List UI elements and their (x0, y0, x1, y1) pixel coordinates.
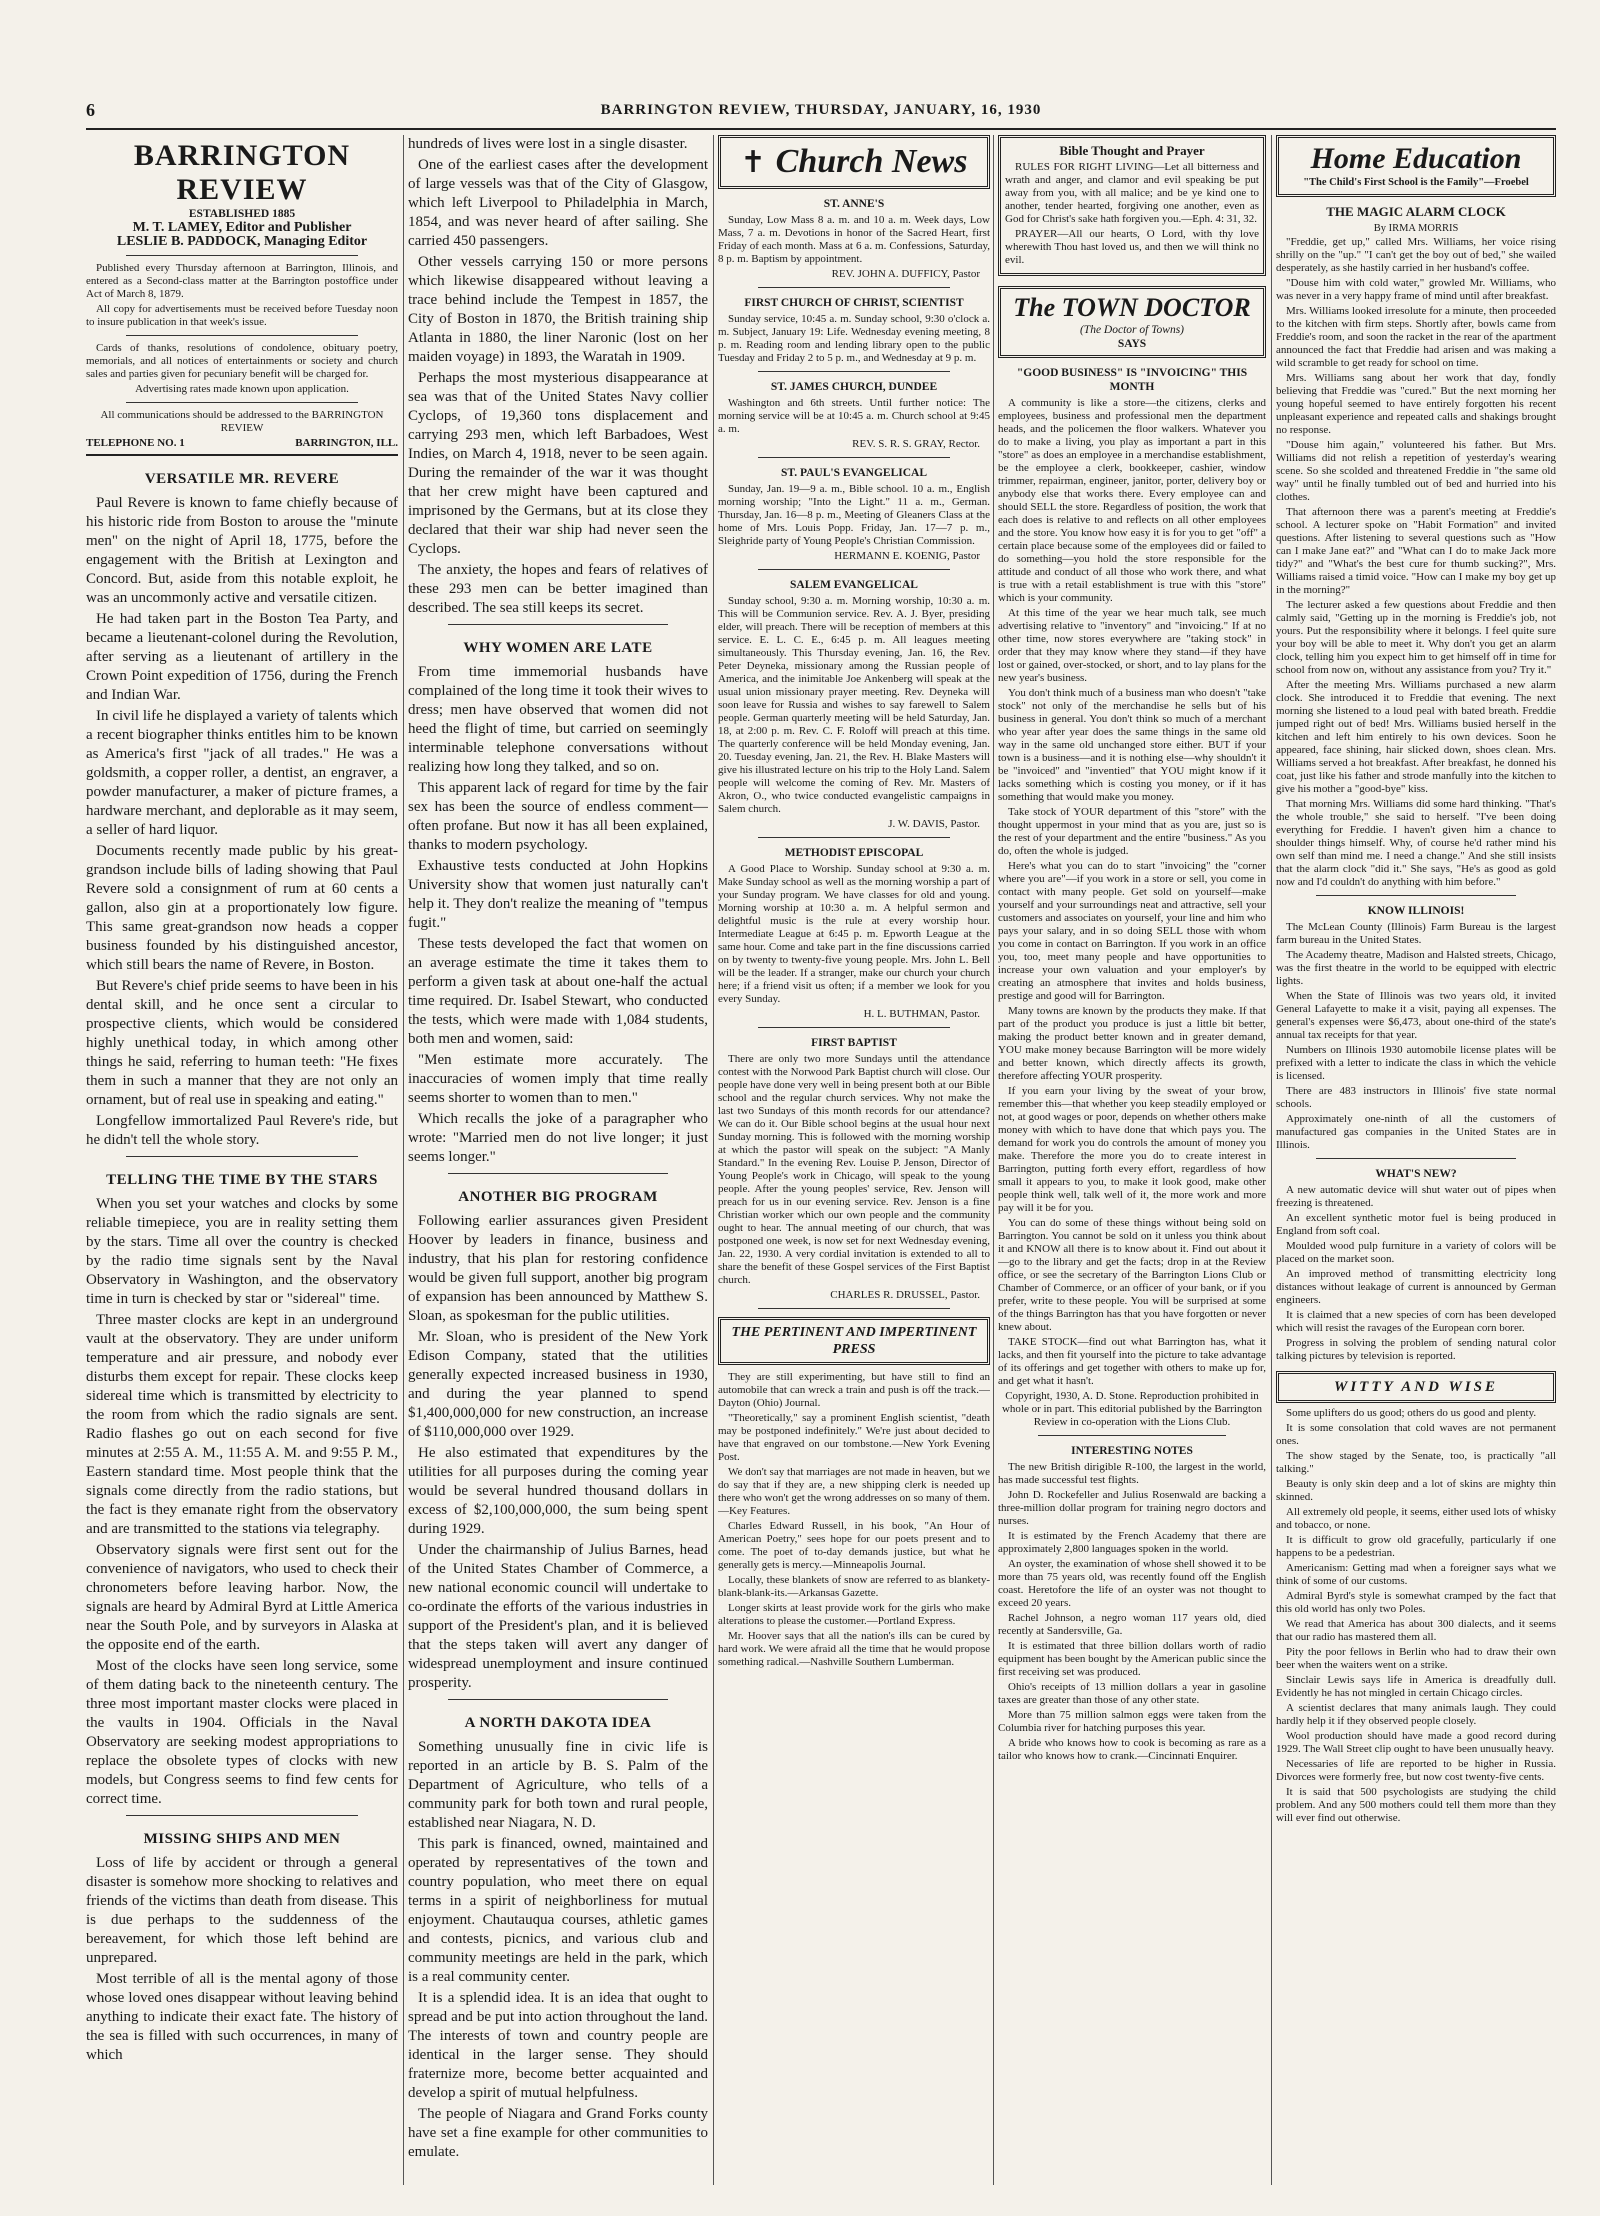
church-news-title: Church News (775, 143, 968, 180)
paragraph: It is estimated that three billion dollars worth of radio equipment has been bought by the American public since the first receiving set was produced. (998, 1640, 1266, 1678)
paragraph: Following earlier assurances given President Hoover by leaders in finance, business and industry, that his plan for restoring confidence would be given full support, another big program of expansion has been announced by Matthew S. Sloan, as spokesman for the public utilities. (408, 1213, 708, 1324)
column-rule (403, 135, 404, 2185)
divider (758, 457, 950, 458)
paragraph: If you earn your living by the sweat of your brow, remember this—that whether you keep steadily employed or not, at good wages or poor, depends on whether others make money with which to have done that which pays you. The demand for work you do controls the amount of money you make. Therefore the more you do to create interest in Barrington, putting forth every effort, regardless of how small it appears to you, to make it look good, make other people think well, talk well of it, the more work and more pay will it be for you. (998, 1085, 1266, 1214)
paragraph: Most of the clocks have seen long service, some of them dating back to the nineteenth century. The three most important master clocks were placed in the vaults in 1904. Officials in the Naval Observatory are seeking modest appropriations to replace the obsolete types of clocks with new models, but Congress seems to find few cents for correct time. (86, 1658, 398, 1807)
paragraph: Ohio's receipts of 13 million dollars a year in gasoline taxes are greater than those of any other state. (998, 1681, 1266, 1706)
paragraph: Progress in solving the problem of sending natural color talking pictures by television is reported. (1276, 1337, 1556, 1362)
paragraph: A community is like a store—the citizens, clerks and employees, business and professional men the department heads, and the policemen the floor walkers. Whatever you do to make a living, you play as important a part in this "store" as does an employee in a merchandise establishment, be the employee a clerk, bookkeeper, cashier, window trimmer, repairman, engineer, janitor, porter, delivery boy or anybody else that works there. Every employee can and should SELL the store. Regardless of position, the work that each does is relative to and reflects on all other employees and the store. You know how easy it is for you to get "off" a certain place because some of the employees did or failed to do something—you hold the store responsible for the attitude and conduct of all those who work there, and what is true with a retail establishment is true with this "store" which is your community. (998, 397, 1266, 604)
column-5 (1276, 135, 1556, 1827)
church-name: FIRST BAPTIST (811, 1037, 897, 1049)
paragraph: An oyster, the examination of whose shell showed it to be more than 75 years old, was recently found off the English coast. Heretofore the life of an oyster was not thought to exceed 20 years. (998, 1558, 1266, 1609)
paragraph: Mr. Hoover says that all the nation's ills can be cured by hard work. We were afraid all the time that he would propose something radical.—Nashville Southern Lumberman. (718, 1630, 990, 1668)
church-listings (718, 197, 990, 1309)
paragraph: Necessaries of life are reported to be higher in Russia. Divorces were formerly free, but now cost twenty-five cents. (1276, 1758, 1556, 1783)
church-entry (718, 197, 990, 288)
paragraph: Perhaps the most mysterious disappearance at sea was that of the United States Navy collier Cyclops, of 19,360 tons displacement and carrying 293 men, which left Barbadoes, West Indies, on March 4, 1918, never to be seen again. During the remainder of the war it was thought that her crew might have been captured and imprisoned by the Germans, but at its close they declared that their war ship had never seen the Cyclops. (408, 370, 708, 557)
divider (126, 335, 358, 336)
paragraph: Longfellow immortalized Paul Revere's ride, but he didn't tell the whole story. (86, 1113, 398, 1148)
home-education-title: Home Education (1310, 142, 1522, 175)
paragraph: There are 483 instructors in Illinois' five state normal schools. (1276, 1085, 1556, 1110)
paragraph: Admiral Byrd's style is somewhat cramped by the fact that this old world has only two Poles. (1276, 1590, 1556, 1615)
paragraph: Three master clocks are kept in an underground vault at the observatory. They are under uniform temperature and air pressure, and nobody ever disturbs them except for repair. These clocks keep sidereal time which is transmitted by electricity to the room from which the radio signals are sent. Radio flashes go out on each second for five minutes at 2:55 A. M., 11:55 A. M. and 9:55 P. M., Eastern standard time. Most people think that the signals come directly from the radio stations, but the fact is they emanate right from the observatory and are transmitted to the stations via telegraphy. (86, 1312, 398, 1537)
church-entry (718, 578, 990, 838)
paragraph: It is some consolation that cold waves are not permanent ones. (1276, 1422, 1556, 1447)
paragraph: Mr. Sloan, who is president of the New York Edison Company, stated that the utilities generally expected increased business in 1930, and during the year planned to spend $1,400,000,000 for new construction, an increase of $110,000,000 over 1929. (408, 1329, 708, 1440)
paragraph: They are still experimenting, but have still to find an automobile that can wreck a train and push is off the track.—Dayton (Ohio) Journal. (718, 1371, 990, 1409)
paragraph: This park is financed, owned, maintained and operated by representatives of the town and country population, who meet there on equal terms in a spirit of neighborliness for mutual enjoyment. Chautauqua courses, athletic games and contests, picnics, and various club and community meetings are held in the park, which is a real community center. (408, 1836, 708, 1985)
article-body (1276, 921, 1556, 1152)
witty-banner (1276, 1371, 1556, 1403)
church-name: FIRST CHURCH OF CHRIST, SCIENTIST (744, 297, 964, 309)
church-pastor: CHARLES R. DRUSSEL, Pastor. (830, 1289, 980, 1301)
article-heading: "GOOD BUSINESS" IS "INVOICING" THIS MONTH (1016, 367, 1248, 393)
paragraph: The McLean County (Illinois) Farm Bureau is the largest farm bureau in the United States. (1276, 921, 1556, 946)
divider (126, 1156, 358, 1157)
paragraph: From time immemorial husbands have complained of the long time it took their wives to dress; men have observed that women did not heed the flight of time, but carried on seemingly interminable telephone conversations without realizing how long they talked, and so on. (408, 664, 708, 775)
paragraph: Mrs. Williams sang about her work that day, fondly believing that Freddie was "cured." But the next morning her young hopeful seemed to have entirely forgotten his recent unpleasant experience and repeated calls and shakings brought no response. (1276, 372, 1556, 436)
bible-text: RULES FOR RIGHT LIVING—Let all bitterness and wrath and anger, and clamor and evil speaking be put away from you, with all malice; and be ye kind one to another, tender hearted, forgiving one another, even as God for Christ's sake hath forgiven you.—Eph. 4: 31, 32. (1005, 161, 1259, 225)
divider (1316, 895, 1516, 896)
church-entry (718, 296, 990, 372)
paragraph: This apparent lack of regard for time by the fair sex has been the source of endless comment—often profane. But now it has all been explained, thanks to modern psychology. (408, 780, 708, 853)
paragraph: Most terrible of all is the mental agony of those whose loved ones disappear without leaving behind anything to indicate their exact fate. The history of the sea is filled with such occurrences, in many of which (86, 1971, 398, 2063)
paragraph: An improved method of transmitting electricity long distances without leakage of current is announced by German engineers. (1276, 1268, 1556, 1306)
column-rule (713, 135, 714, 2185)
article-body (408, 1212, 708, 1693)
divider (758, 569, 950, 570)
byline: By IRMA MORRIS (1373, 223, 1459, 234)
masthead-notice: Published every Thursday afternoon at Barrington, Illinois, and entered as a Second-class matter at the Barrington postoffice under Act of March 8, 1879. (86, 262, 398, 300)
paragraph: All extremely old people, it seems, either used lots of whisky and tobacco, or none. (1276, 1506, 1556, 1531)
town-doctor-says: SAYS (1117, 338, 1147, 350)
town-doctor-title: The TOWN DOCTOR (1013, 293, 1251, 322)
paragraph: The show staged by the Senate, too, is practically "all talking." (1276, 1450, 1556, 1475)
cross-icon: ✝ (740, 144, 766, 180)
town-doctor-banner (998, 286, 1266, 358)
paragraph: "Douse him again," volunteered his father. But Mrs. Williams did not relish a repetition of yesterday's wearing scene. So she scolded and threatened Freddie in "the same old way" until he finally tumbled out of bed and hurried into his clothes. (1276, 439, 1556, 503)
church-name: ST. PAUL'S EVANGELICAL (780, 467, 928, 479)
paragraph: One of the earliest cases after the development of large vessels was that of the City of Glasgow, which left Liverpool to Philadelphia in March, 1854, and was never heard of after sailing. She carried 450 passengers. (408, 157, 708, 249)
column-rule (1271, 135, 1272, 2185)
paragraph: Longer skirts at least provide work for the girls who make alterations to please the customer.—Portland Express. (718, 1602, 990, 1627)
paragraph: Approximately one-ninth of all the customers of manufactured gas companies in the United States are in Illinois. (1276, 1113, 1556, 1151)
paragraph: Mrs. Williams looked irresolute for a minute, then proceeded to the kitchen with firm steps. Shortly after, bowls came from Freddie's room, and soon the racket in the rear of the apartment announced the fact that Freddie had arisen and was making a wild scramble to get ready for school on time. (1276, 305, 1556, 369)
article-body (998, 397, 1266, 1429)
church-schedule: Sunday service, 10:45 a. m. Sunday school, 9:30 o'clock a. m. Subject, January 19: Life. Wednesday evening meeting, 8 p. m. Reading room and lending library open to the public Tuesday and Friday 2 to 5 p. m., and Wednesday at 9 p. m. (718, 313, 990, 364)
paragraph: Other vessels carrying 150 or more persons which likewise disappeared without leaving a trace behind include the Tempest in 1857, the City of Boston in 1870, the British training ship Atlanta in 1880, the liner Naronic (lost on her maiden voyage) in 1893, the Waratah in 1909. (408, 254, 708, 365)
paragraph: Many towns are known by the products they make. If that part of the product you produce is just a little bit better, making the product better known and in greater demand, YOU make money because Barrington will be more widely and better known, which directly affects its growth, therefore affecting YOUR prosperity. (998, 1005, 1266, 1082)
masthead-manager: LESLIE B. PADDOCK, Managing Editor (116, 234, 368, 249)
paragraph: John D. Rockefeller and Julius Rosenwald are backing a three-million dollar program for training negro doctors and nurses. (998, 1489, 1266, 1527)
masthead-title: BARRINGTON REVIEW (133, 139, 351, 206)
paragraph: When the State of Illinois was two years old, it invited General Lafayette to make it a visit, paying all expenses. The general's expenses were $6,473, about one-third of the state's annual tax receipts for that year. (1276, 990, 1556, 1041)
paragraph: He also estimated that expenditures by the utilities for all purposes during the coming year would be several hundred thousand dollars in excess of $2,100,000,000, the sum being spent during 1929. (408, 1445, 708, 1537)
article-body (86, 1195, 398, 1809)
paragraph: When you set your watches and clocks by some reliable timepiece, you are in reality setting them by the stars. Time all over the country is checked by the radio time signals sent by the Naval Observatory in Washington, and the observatory time in turn is checked by star or "sidereal" time. (86, 1196, 398, 1307)
divider (758, 1027, 950, 1028)
church-entry (718, 380, 990, 458)
divider (1316, 1158, 1516, 1159)
church-pastor: REV. S. R. S. GRAY, Rector. (852, 438, 980, 450)
paragraph: A bride who knows how to cook is becoming as rare as a tailor who knows how to crank.—Cincinnati Enquirer. (998, 1737, 1266, 1762)
paragraph: Pity the poor fellows in Berlin who had to draw their own beer when the waiters went on a strike. (1276, 1646, 1556, 1671)
telephone: TELEPHONE NO. 1 (86, 437, 185, 449)
article-heading: TELLING THE TIME BY THE STARS (106, 1172, 378, 1188)
paragraph: Charles Edward Russell, in his book, "An Hour of American Poetry," sees hope for our poets present and to come. The poet of to-day demands justice, but what he generally gets is mercy.—Minneapolis Journal. (718, 1520, 990, 1571)
article-heading: INTERESTING NOTES (1071, 1445, 1193, 1457)
paragraph: Here's what you can do to start "invoicing" the "corner where you are"—if you work in a store or sell, you come in contact with many people. Get sold on yourself—make yourself and your surroundings neat and attractive, sell your customers and associates on yourself, your line and him who pays your salary, and in so doing SELL those with whom you come in contact on Barrington. If you work in an office you, too, meet many people and have opportunities to increase your own valuation and your employer's by creating an atmosphere that invites and holds business, prestige and good will for Barrington. (998, 860, 1266, 1002)
church-schedule: A Good Place to Worship. Sunday school at 9:30 a. m. Make Sunday school as well as the morning worship a part of your Sunday program. We have classes for old and young. Morning worship at 10:30 a. m. A helpful sermon and delightful music is the rule at every worship hour. Intermediate League at 6:45 p. m. Epworth League at the same hour. Come and take part in the fine discussions carried on by twenty to twenty-five young people. Mrs. John L. Bell will be the leader. If a stranger, make our church your church here; if a friend visit us often; if a member we look for you every Sunday. (718, 863, 990, 1005)
church-pastor: H. L. BUTHMAN, Pastor. (863, 1008, 980, 1020)
paragraph: Americanism: Getting mad when a foreigner says what we think of some of our customs. (1276, 1562, 1556, 1587)
article-body (998, 1461, 1266, 1763)
paragraph: Locally, these blankets of snow are referred to as blankety-blank-blank-its.—Arkansas Gazette. (718, 1574, 990, 1599)
paragraph: We read that America has about 300 dialects, and it seems that our radio has mastered them all. (1276, 1618, 1556, 1643)
masthead-notice: All copy for advertisements must be received before Tuesday noon to insure publication in that week's issue. (86, 303, 398, 328)
masthead-notice: Advertising rates made known upon application. (135, 383, 349, 395)
home-education-banner (1276, 135, 1556, 197)
paragraph: But Revere's chief pride seems to have been in his dental skill, and he once sent a circular to prospective clients, which would be considered highly unethical today, in which among other things he said, referring to human teeth: "He fixes them in such a manner that they are not only an ornament, but of real use in speaking and eating." (86, 978, 398, 1108)
place: BARRINGTON, ILL. (295, 437, 398, 449)
masthead-contact (86, 437, 398, 450)
column-3 (718, 135, 990, 1671)
article-body (1276, 1184, 1556, 1363)
article-heading: KNOW ILLINOIS! (1367, 905, 1465, 917)
church-name: ST. JAMES CHURCH, DUNDEE (770, 381, 938, 393)
paragraph: Paul Revere is known to fame chiefly because of his historic ride from Boston to arouse the "minute men" on the night of April 18, 1775, before the engagement with the British at Lexington and Concord. But, aside from this notable exploit, he was an uncommonly active and versatile citizen. (86, 495, 398, 606)
church-schedule: Washington and 6th streets. Until further notice: The morning service will be at 10:45 a. m. Church school at 9:45 a. m. (718, 397, 990, 435)
bible-title: Bible Thought and Prayer (1059, 143, 1205, 158)
paragraph: At this time of the year we hear much talk, see much advertising relative to "inventory" and "invoicing." If at no other time, now stores everywhere are "taking stock" in order that they may know where they stand—if they have lost or gained, over-stocked, or short, and to lay plans for the new year's business. (998, 607, 1266, 684)
paragraph: Exhaustive tests conducted at John Hopkins University show that women just naturally can't help it. They don't realize the meaning of "tempus fugit." (408, 858, 708, 931)
article-heading: WHAT'S NEW? (1375, 1168, 1457, 1180)
paragraph: It is difficult to grow old gracefully, particularly if one happens to be a pedestrian. (1276, 1534, 1556, 1559)
church-schedule: Sunday, Jan. 19—9 a. m., Bible school. 10 a. m., English morning worship; "Into the Light." 11 a. m., German. Thursday, Jan. 16—8 p. m., Meeting of Gleaners Class at the home of Mrs. Louis Popp. Friday, Jan. 17—7 p. m., Sleighride party of Young People's Christian Commission. (718, 483, 990, 547)
paragraph: It is claimed that a new species of corn has been developed which will resist the ravages of the European corn borer. (1276, 1309, 1556, 1334)
column-1 (86, 135, 398, 2067)
article-heading: THE MAGIC ALARM CLOCK (1326, 204, 1506, 219)
paragraph: TAKE STOCK—find out what Barrington has, what it lacks, and then fit yourself into the picture to take advantage of its offerings and get together with others to make up for, and get what it hasn't. (998, 1336, 1266, 1387)
article-body (1276, 1407, 1556, 1825)
divider (126, 402, 358, 403)
paragraph: Documents recently made public by his great-grandson include bills of lading showing that Paul Revere sold a consignment of rum at 60 cents a gallon, also gin at a proportionately low figure. This same great-grandson now heads a copper business founded by his distinguished ancestor, which still bears the name of Revere, in Boston. (86, 843, 398, 973)
paragraph: That morning Mrs. Williams did some hard thinking. "That's the whole trouble," she said to herself. "I've been doing everything for Freddie. I haven't given him a chance to shoulder things himself. Why, of course he'd rather mind his own self than mind me. I need a change." And she still insists that the alarm clock "did it." She says, "He's as good as gold now and I'd couldn't do anything with him before." (1276, 798, 1556, 888)
masthead-notice: Cards of thanks, resolutions of condolence, obituary poetry, memorials, and all notices of entertainments or society and church sales and parties given for pecuniary benefit will be charged for. (86, 342, 398, 380)
paragraph: It is a splendid idea. It is an idea that ought to spread and be put into action throughout the land. The interests of town and country people are identical in the larger sense. They should fraternize more, become better acquainted and develop a spirit of mutual helpfulness. (408, 1990, 708, 2101)
paragraph: Numbers on Illinois 1930 automobile license plates will be prefixed with a letter to indicate the class in which the vehicle is licensed. (1276, 1044, 1556, 1082)
article-heading: ANOTHER BIG PROGRAM (458, 1189, 658, 1205)
article-body (86, 494, 398, 1150)
church-schedule: Sunday school, 9:30 a. m. Morning worship, 10:30 a. m. This will be Communion service. Rev. A. J. Byer, presiding elder, will preach. There will be reception of members at this service. E. L. C. E., 6:45 p. m. All leagues meeting simultaneously. This Thursday evening, Jan. 16, the Rev. Peter Deyneka, missionary among the Russian people of America, and the inimitable Joe Ankenberg will speak at the usual union missionary prayer meeting. Rev. Deyneka will soon leave for Russia and wishes to say farewell to Salem people. German quarterly meeting will be held Saturday, Jan. 18, at 2:00 p. m. Rev. C. F. Roloff will preach at this time. The quarterly conference will be held Monday evening, Jan. 20. Tuesday evening, Jan. 21, the Rev. H. Blake Masters will give his illustrated lecture on his trip to the Holy Land. Salem people will welcome the coming of Rev. Mr. Masters of Akron, O., who twice conducted evangelistic campaigns in Salem church. (718, 595, 990, 815)
masthead-editor: M. T. LAMEY, Editor and Publisher (132, 220, 352, 235)
paragraph: Wool production should have made a good record during 1929. The Wall Street clip ought to have been unusually heavy. (1276, 1730, 1556, 1755)
church-entry (718, 1036, 990, 1309)
masthead-notice: All communications should be addressed to the BARRINGTON REVIEW (100, 409, 384, 434)
paragraph: "Theoretically," say a prominent English scientist, "death may be postponed indefinitely." We're just about decided to have that engraved on our tombstone.—New York Evening Post. (718, 1412, 990, 1463)
article-heading: WHY WOMEN ARE LATE (463, 640, 653, 656)
paragraph: The people of Niagara and Grand Forks county have set a fine example for other communities to emulate. (408, 2106, 708, 2160)
article-body (408, 1738, 708, 2162)
paragraph: The lecturer asked a few questions about Freddie and then calmly said, "Getting up in the morning is Freddie's job, not yours. Put the responsibility where it belongs. I feel quite sure your boy will be able to meet it. Why don't you get an alarm clock, telling him you expect him to get himself off in time for school from now on, without any assistance from you? Try it." (1276, 599, 1556, 676)
town-doctor-subtitle: (The Doctor of Towns) (1079, 324, 1185, 336)
paragraph: These tests developed the fact that women on an average estimate the time it takes them to perform a given task at about one-half the actual time required. Dr. Isabel Stewart, who conducted the tests, which were made with 1,084 students, both men and women, said: (408, 936, 708, 1047)
divider (86, 454, 398, 456)
church-schedule: Sunday, Low Mass 8 a. m. and 10 a. m. Week days, Low Mass, 7 a. m. Devotions in honor of the Sacred Heart, first Friday of each month. Mass at 6 a. m. Confessions, Saturday, 8 p. m. Baptism by appointment. (718, 214, 990, 265)
paragraph: You don't think much of a business man who doesn't "take stock" not only of the merchandise he sells but of his business in general. You don't think so much of a merchant who year after year does the same things in the same old way in the same old unchanged store either. BUT if your town is a business—and it is nothing else—why shouldn't it be "invoiced" and "inventied" that YOU might know if it lacks something which is costing you money, or if it has something that would make you money. (998, 687, 1266, 803)
paragraph: That afternoon there was a parent's meeting at Freddie's school. A lecturer spoke on "Habit Formation" and invited questions. After listening to several questions such as "How can I make Jane eat?" and "What can I do to make Jack more tidy?" and "What's the best cure for thumb sucking?", Mrs. Williams raised a timid voice. "How can I make my boy get up in the morning?" (1276, 506, 1556, 596)
column-2 (408, 135, 708, 2164)
paragraph: Take stock of YOUR department of this "store" with the thought uppermost in your mind that as you are, just so is the rest of your department and the entire "business." As you do, often the whole is judged. (998, 806, 1266, 857)
page-number: 6 (86, 100, 95, 120)
home-education-subtitle: "The Child's First School is the Family"—Froebel (1303, 177, 1529, 188)
paragraph: In civil life he displayed a variety of talents which a recent biographer thinks entitles him to be known as America's first "jack of all trades." He was a goldsmith, a copper roller, a dentist, an engraver, a powder manufacturer, a maker of picture frames, a hardware merchant, and deplorable as it may seem, a seller of hard liquor. (86, 708, 398, 838)
church-pastor: REV. JOHN A. DUFFICY, Pastor (831, 268, 980, 280)
paragraph: "Freddie, get up," called Mrs. Williams, her voice rising shrilly on the "up." "I can't get the boy out of bed," she wailed desperately, as she hastily carried in her husband's coffee. (1276, 236, 1556, 274)
divider (758, 371, 950, 372)
church-schedule: There are only two more Sundays until the attendance contest with the Norwood Park Baptist church will close. Our people have done very well in being present both at our Bible school and the regular church services. Why not make the last two Sundays of this month records for our attendance? We can do it. Our Bible school begins at the usual hour next Sunday morning. This is followed with the morning worship at which the pastor will speak on the subject: "A Manly Standard." In the evening Rev. Louise P. Jenson, Director of Young People's work in Chicago, will speak to the young people. After the young peoples' service, Rev. Jenson will preach for us in our evening service. Rev. Jenson is a fine Christian worker which our own people and the community ought to hear. The annual meeting of our church, that was postponed one week, is now set for next Wednesday evening, Jan. 22, 1930. A very cordial invitation is extended to all to share the benefit of these Gospel services of the First Baptist church. (718, 1053, 990, 1286)
paragraph: The Academy theatre, Madison and Halsted streets, Chicago, was the first theatre in the world to be equipped with electric lights. (1276, 949, 1556, 987)
prayer-text: PRAYER—All our hearts, O Lord, with thy love wherewith Thou hast loved us, and then we will think no evil. (1005, 228, 1259, 266)
article-heading: VERSATILE MR. REVERE (144, 471, 340, 487)
article-body (86, 1854, 398, 2065)
paragraph: An excellent synthetic motor fuel is being produced in England from soft coal. (1276, 1212, 1556, 1237)
paragraph: The anxiety, the hopes and fears of relatives of these 293 men can be better imagined than described. The sea still keeps its secret. (408, 562, 708, 616)
paragraph: After the meeting Mrs. Williams purchased a new alarm clock. She introduced it to Freddie that evening. The next morning she listened to a loud peal with bated breath. Freddie jumped right out of bed! Mrs. Williams busied herself in the kitchen and left him entirely to his own devices. Soon he appeared, face shining, hair slicked down, shoes clean. Mrs. Williams served a hot breakfast. After breakfast, he donned his coat, just like his father and strode manfully into the kitchen to give his mother a "good-bye" kiss. (1276, 679, 1556, 795)
article-body (408, 663, 708, 1167)
divider (758, 1308, 950, 1309)
paragraph: "Men estimate more accurately. The inaccuracies of women imply that time really seems shorter to women than to men." (408, 1052, 708, 1106)
church-name: ST. ANNE'S (823, 198, 885, 210)
paragraph: Something unusually fine in civic life is reported in an article by B. S. Palm of the Department of Agriculture, who tells of a community park for both town and rural people, established near Niagara, N. D. (408, 1739, 708, 1831)
masthead-established: ESTABLISHED 1885 (188, 208, 296, 220)
paragraph: More than 75 million salmon eggs were taken from the Columbia river for hatching purposes this year. (998, 1709, 1266, 1734)
paragraph: Under the chairmanship of Julius Barnes, head of the United States Chamber of Commerce, a new national economic council will undertake to co-ordinate the efforts of the various industries in support of the President's plan, and it is believed that the steps taken will avert any danger of widespread unemployment and insure continued prosperity. (408, 1542, 708, 1691)
paragraph: It is estimated by the French Academy that there are approximately 2,800 languages spoken in the world. (998, 1530, 1266, 1555)
paragraph: The new British dirigible R-100, the largest in the world, has made successful test flights. (998, 1461, 1266, 1486)
article-heading: A NORTH DAKOTA IDEA (464, 1715, 652, 1731)
article-body (718, 1371, 990, 1669)
church-pastor: HERMANN E. KOENIG, Pastor (834, 550, 980, 562)
paragraph: "Douse him with cold water," growled Mr. Williams, who was never in a very happy frame of mind until after breakfast. (1276, 277, 1556, 302)
paragraph: Beauty is only skin deep and a lot of skins are mighty thin skinned. (1276, 1478, 1556, 1503)
paragraph: A scientist declares that many animals laugh. They could hardly help it if they observed people closely. (1276, 1702, 1556, 1727)
divider (448, 1173, 668, 1174)
divider (448, 624, 668, 625)
church-news-banner (718, 135, 990, 189)
divider (758, 837, 950, 838)
column-rule (993, 135, 994, 2185)
paragraph: Which recalls the joke of a paragrapher who wrote: "Married men do not live longer; it just seems longer." (408, 1111, 708, 1165)
paragraph: Observatory signals were first sent out for the convenience of navigators, who used to check their chronometers before leaving harbor. Now, the signals are heard by Admiral Byrd at Little America near the South Pole, and by surveyors in Alaska at the opposite end of the earth. (86, 1542, 398, 1653)
article-body (408, 135, 708, 618)
paragraph: Loss of life by accident or through a general disaster is somehow more shocking to relatives and friends of the victims than death from disease. This is due perhaps to the suddenness of the bereavement, for which those left behind are unprepared. (86, 1855, 398, 1966)
pertinent-title: THE PERTINENT AND IMPERTINENT PRESS (731, 1325, 977, 1357)
divider (126, 1815, 358, 1816)
article-body (1276, 236, 1556, 889)
column-4 (998, 135, 1266, 1765)
church-entry (718, 846, 990, 1028)
paragraph: You can do some of these things without being sold on Barrington. You cannot be sold on it unless you think about it and KNOW all there is to know about it. Find out about it—go to the library and get the facts; drop in at the Review office, or see the secretary of the Barrington Lions Club or Chamber of Commerce, or an officer of your bank, or if you prefer, write to these people. You will be surprised at some of the things Barrington has that you have forgotten or never knew about. (998, 1217, 1266, 1333)
running-title: BARRINGTON REVIEW, THURSDAY, JANUARY, 16, 1930 (600, 102, 1042, 118)
paragraph: Some uplifters do us good; others do us good and plenty. (1286, 1407, 1537, 1419)
church-entry (718, 466, 990, 570)
church-name: METHODIST EPISCOPAL (784, 847, 924, 859)
divider (758, 287, 950, 288)
divider (126, 255, 358, 256)
paragraph: We don't say that marriages are not made in heaven, but we do say that if they are, a new shipping clerk is needed up there who won't get the wrong addresses on so many of them.—Key Features. (718, 1466, 990, 1517)
church-pastor: J. W. DAVIS, Pastor. (888, 818, 980, 830)
bible-thought-box (998, 135, 1266, 276)
article-heading: MISSING SHIPS AND MEN (143, 1831, 341, 1847)
paragraph: Sinclair Lewis says life in America is dreadfully dull. Evidently he has not mingled in certain Chicago circles. (1276, 1674, 1556, 1699)
paragraph: hundreds of lives were lost in a single disaster. (408, 136, 688, 152)
paragraph: Rachel Johnson, a negro woman 117 years old, died recently at Sandersville, Ga. (998, 1612, 1266, 1637)
running-header (86, 100, 1556, 130)
church-name: SALEM EVANGELICAL (790, 579, 918, 591)
pertinent-banner (718, 1317, 990, 1365)
divider (448, 1699, 668, 1700)
paragraph: He had taken part in the Boston Tea Party, and became a lieutenant-colonel during the Revolution, after serving as a lieutenant of artillery in the Crown Point expedition of 1756, during the French and Indian War. (86, 611, 398, 703)
paragraph: Copyright, 1930, A. D. Stone. Reproduction prohibited in whole or in part. This editorial published by the Barrington Review in co-operation with the Lions Club. (1001, 1390, 1263, 1428)
paragraph: A new automatic device will shut water out of pipes when freezing is threatened. (1276, 1184, 1556, 1209)
paragraph: Moulded wood pulp furniture in a variety of colors will be placed on the market soon. (1276, 1240, 1556, 1265)
paragraph: It is said that 500 psychologists are studying the child problem. And any 500 mothers could tell them more than they will ever find out otherwise. (1276, 1786, 1556, 1824)
divider (1038, 1435, 1226, 1436)
witty-title: WITTY AND WISE (1334, 1379, 1498, 1395)
